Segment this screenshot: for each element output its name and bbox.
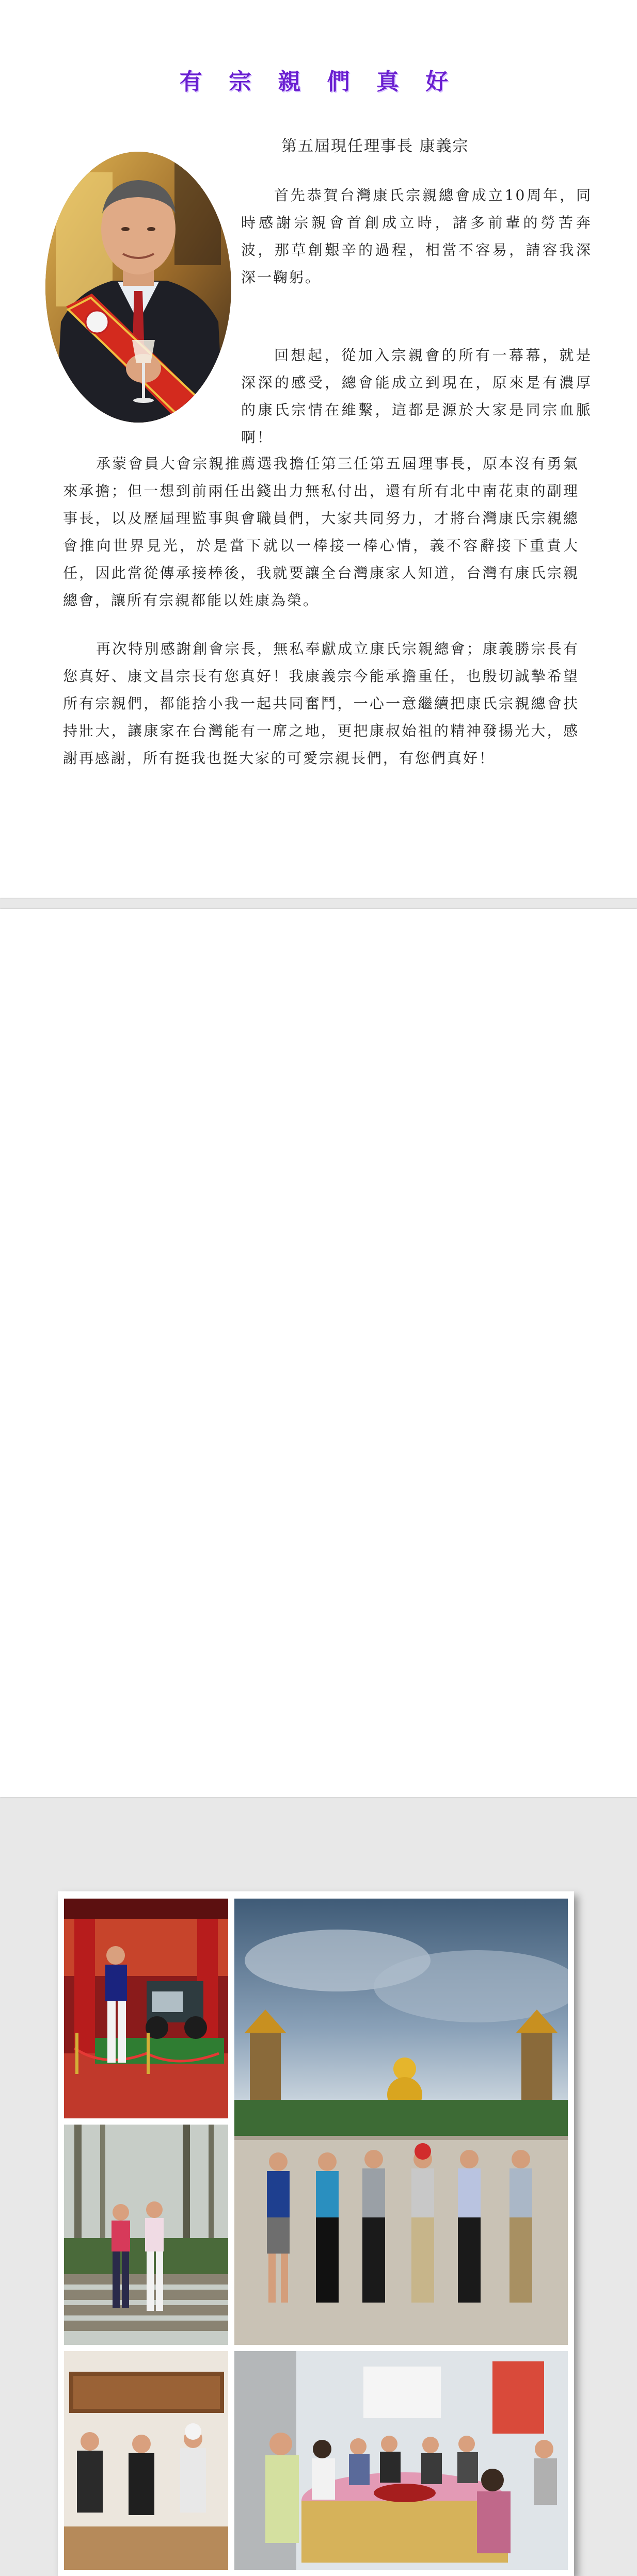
buddha-temple-group-photo	[234, 1899, 568, 2345]
article-page	[0, 0, 637, 898]
paragraph-4: 再次特別感謝創會宗長，無私奉獻成立康氏宗親總會；康義勝宗長有您真好、康文昌宗長有您真好！我康義宗今能承擔重任，也殷切誠摯希望所有宗親們，都能捨小我一起共同奮鬥，一心一意繼續把康氏宗親總會扶持壯大，讓康家在台灣能有一席之地，更把康叔始祖的精神發揚光大，感謝再感謝，所有挺我也挺大家的可愛宗親長們，有您們真好！	[63, 640, 579, 767]
author-line: 第五屆現任理事長 康義宗	[281, 137, 469, 155]
photo-collage	[58, 1891, 574, 2576]
chairman-portrait	[45, 152, 231, 423]
wood-carving-hall-photo	[64, 2351, 228, 2570]
banquet-table-photo	[234, 2351, 568, 2570]
forest-stairs-photo	[64, 2125, 228, 2345]
portrait-image	[45, 152, 231, 423]
article-title: 有 宗 親 們 真 好	[179, 69, 458, 95]
paragraph-3: 承蒙會員大會宗親推薦選我擔任第三任第五屆理事長，原本沒有勇氣來承擔；但一想到前兩任出錢出力無私付出，還有所有北中南花東的副理事長，以及歷屆理監事與會職員們，大家共同努力，才將台灣康氏宗親總會推向世界見光，於是當下就以一棒接一棒心情，義不容辭接下重責大任，因此當從傳承接棒後，我就要讓全台灣康家人知道，台灣有康氏宗親總會，讓所有宗親都能以姓康為榮。	[63, 455, 579, 609]
vintage-car-exhibit-photo	[64, 1899, 228, 2118]
paragraph-2: 回想起，從加入宗親會的所有一幕幕，就是深深的感受，總會能成立到現在，原來是有濃厚的康氏宗情在維繫，這都是源於大家是同宗血脈啊！	[241, 347, 592, 446]
paragraph-1: 首先恭賀台灣康氏宗親總會成立10周年，同時感謝宗親會首創成立時，諸多前輩的勞苦奔波，那草創艱辛的過程，相當不容易，請容我深深一鞠躬。	[241, 187, 592, 286]
photo-page	[0, 909, 637, 1797]
